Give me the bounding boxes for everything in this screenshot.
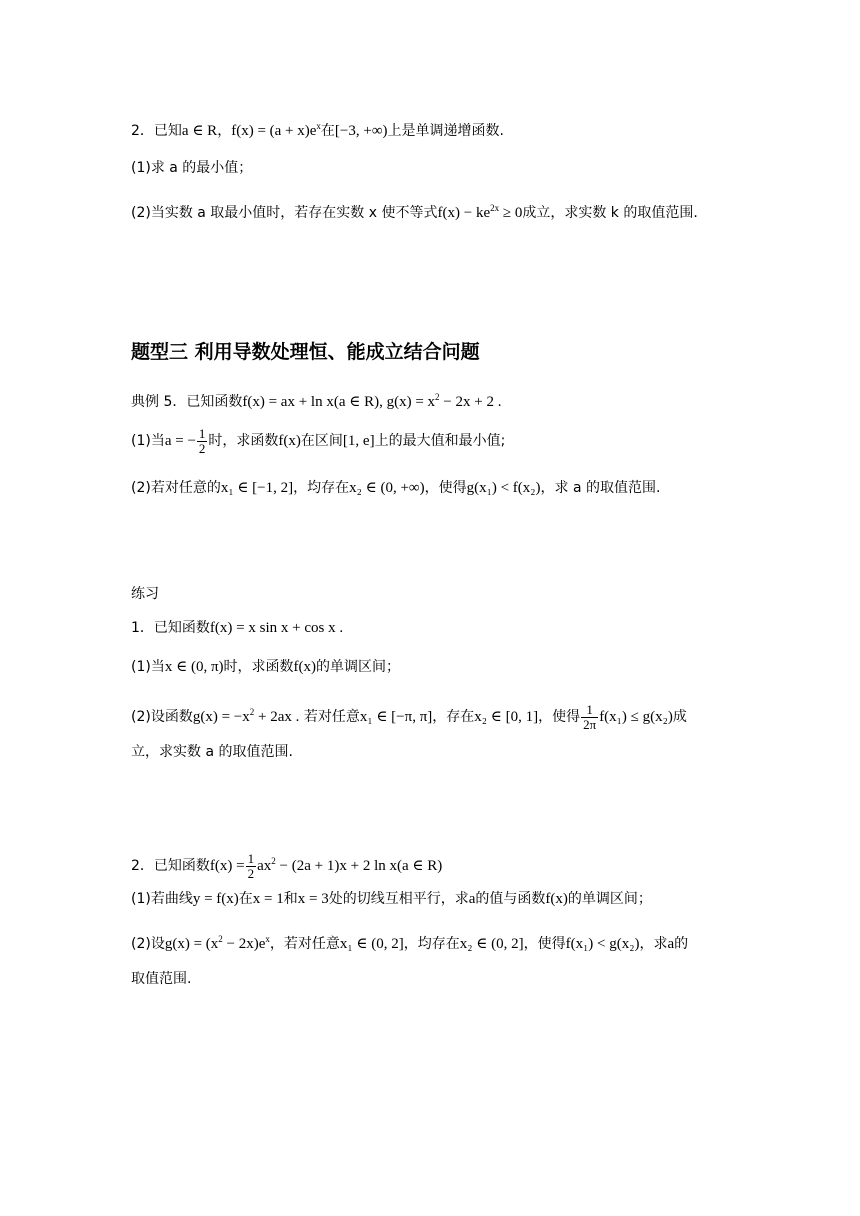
example5-stem: 典例 5．已知函数f(x) = ax + ln x(a ∈ R), $g(x) = x^2 - 2x + 2$ . (131, 392, 502, 410)
section-title: 题型三 利用导数处理恒、能成立结合问题 (131, 341, 480, 363)
example5-part1: (1)当a = − $\frac{1}{2}$ 时，求函数f(x)在区间[1, e]上的最大值和最小值; (131, 425, 506, 456)
prev-q2-stem: 2．已知a ∈ R，$f(x) = (a + x)e^x$在[−3, +∞)上是单调递增函数. (131, 121, 504, 139)
practice-q2-part2: (2)设$g(x) = (x^2 - 2x)e^x$，若对任意x₁ ∈ (0, 2]，均存在x₂ ∈ (0, 2]，使得f(x₁) < g(x₂)，求a的 (131, 934, 689, 952)
practice-label: 练习 (131, 586, 159, 602)
fraction: $\frac{1}{2}$ (247, 850, 255, 881)
prev-q2-part2: (2)当实数 a 取最小值时，若存在实数 x 使不等式$f(x) - ke^{2x} \ge 0$成立，求实数 k 的取值范围. (131, 203, 698, 221)
practice-q1-part2: (2)设函数$g(x) = -x^2 + 2ax$ . 若对任意x₁ ∈ [−π, π]，存在x₂ ∈ [0, 1]，使得 $\frac{1}{2\pi}$ f(x₁) ≤ g(x₂)成 (131, 701, 687, 732)
fraction: $\frac{1}{2\pi}$ (583, 701, 597, 732)
fraction: $\frac{1}{2}$ (198, 425, 206, 456)
practice-q1-part1: (1)当x ∈ (0, π)时，求函数f(x)的单调区间； (131, 659, 401, 675)
practice-q2-part1: (1)若曲线y = f(x)在x = 1和x = 3处的切线互相平行，求a的值与函数f(x)的单调区间； (131, 891, 652, 907)
prev-q2-part1: (1)求 a 的最小值； (131, 160, 253, 176)
example5-part2: (2)若对任意的x₁ ∈ [−1, 2]，均存在x₂ ∈ (0, +∞)，使得g(x₁) < f(x₂)，求 a 的取值范围. (131, 480, 661, 496)
practice-q1-part2-cont: 立，求实数 a 的取值范围. (131, 744, 293, 760)
practice-q1-stem: 1．已知函数f(x) = x sin x + cos x . (131, 620, 344, 636)
practice-q2-part2-cont: 取值范围. (131, 971, 192, 987)
practice-q2-stem: 2．已知函数f(x) = $\frac{1}{2}$ $ax^2 - (2a + 1)x + 2$ ln x(a ∈ R) (131, 850, 443, 881)
